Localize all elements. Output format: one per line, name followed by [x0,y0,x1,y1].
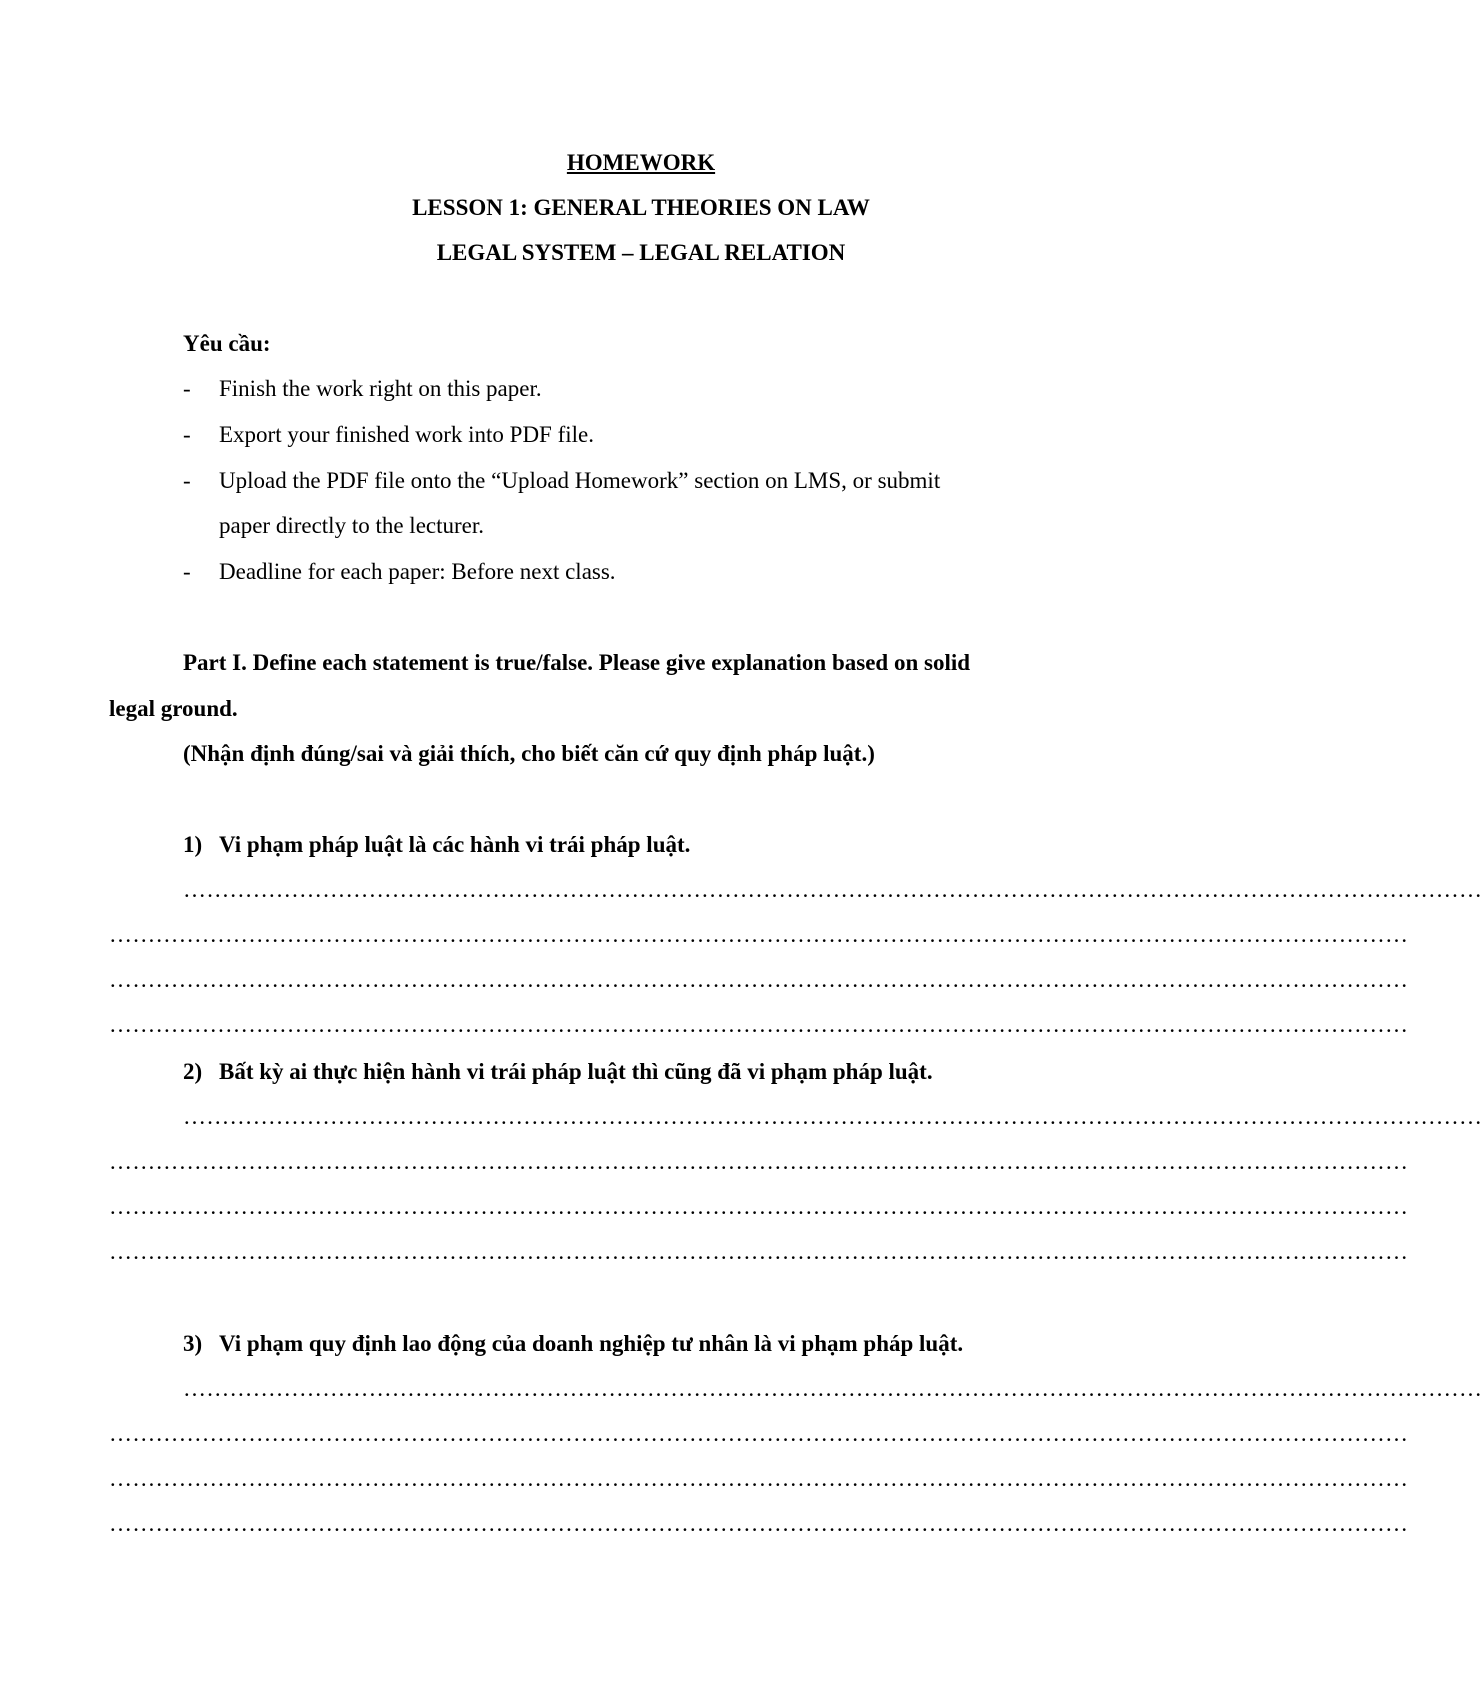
answer-line[interactable]: …………………………………………………………………………………………………………………………………………………… [109,1421,1409,1446]
requirement-dash: - [183,559,191,584]
answer-line[interactable]: …………………………………………………………………………………………………………………………………………………… [109,922,1409,947]
answer-line[interactable]: …………………………………………………………………………………………………………………………………………………… [109,1149,1409,1174]
answer-line[interactable]: …………………………………………………………………………………………………………………………………………………… [109,1012,1409,1037]
question-text: Vi phạm quy định lao động của doanh nghiệp tư nhân là vi phạm pháp luật. [219,1331,964,1356]
part1-heading-continuation: legal ground. [109,696,238,721]
question-number: 1) [183,832,203,857]
question-number: 2) [183,1059,203,1084]
question-text: Bất kỳ ai thực hiện hành vi trái pháp luật thì cũng đã vi phạm pháp luật. [219,1059,933,1084]
document-title: HOMEWORK [566,150,716,175]
answer-line[interactable]: …………………………………………………………………………………………………………………………………………………… [183,1376,1482,1401]
requirement-item-continuation: paper directly to the lecturer. [219,513,485,538]
answer-line[interactable]: …………………………………………………………………………………………………………………………………………………… [183,877,1482,902]
requirement-item: Upload the PDF file onto the “Upload Homework” section on LMS, or submit [219,468,941,493]
lesson-subtitle: LEGAL SYSTEM – LEGAL RELATION [436,240,846,265]
part1-heading: Part I. Define each statement is true/false. Please give explanation based on solid [183,650,971,675]
answer-line[interactable]: …………………………………………………………………………………………………………………………………………………… [109,967,1409,992]
question-number: 3) [183,1331,203,1356]
answer-line[interactable]: …………………………………………………………………………………………………………………………………………………… [109,1511,1409,1536]
requirements-heading: Yêu cầu: [183,331,271,356]
requirement-dash: - [183,422,191,447]
lesson-title: LESSON 1: GENERAL THEORIES ON LAW [412,195,870,220]
answer-line[interactable]: …………………………………………………………………………………………………………………………………………………… [109,1466,1409,1491]
part1-heading-vietnamese: (Nhận định đúng/sai và giải thích, cho biết căn cứ quy định pháp luật.) [183,741,875,766]
requirement-item: Deadline for each paper: Before next class. [219,559,616,584]
answer-line[interactable]: …………………………………………………………………………………………………………………………………………………… [109,1239,1409,1264]
question-text: Vi phạm pháp luật là các hành vi trái pháp luật. [219,832,691,857]
requirement-item: Export your finished work into PDF file. [219,422,594,447]
answer-line[interactable]: …………………………………………………………………………………………………………………………………………………… [183,1104,1482,1129]
requirement-dash: - [183,376,191,401]
answer-line[interactable]: …………………………………………………………………………………………………………………………………………………… [109,1194,1409,1219]
requirement-item: Finish the work right on this paper. [219,376,542,401]
requirement-dash: - [183,468,191,493]
